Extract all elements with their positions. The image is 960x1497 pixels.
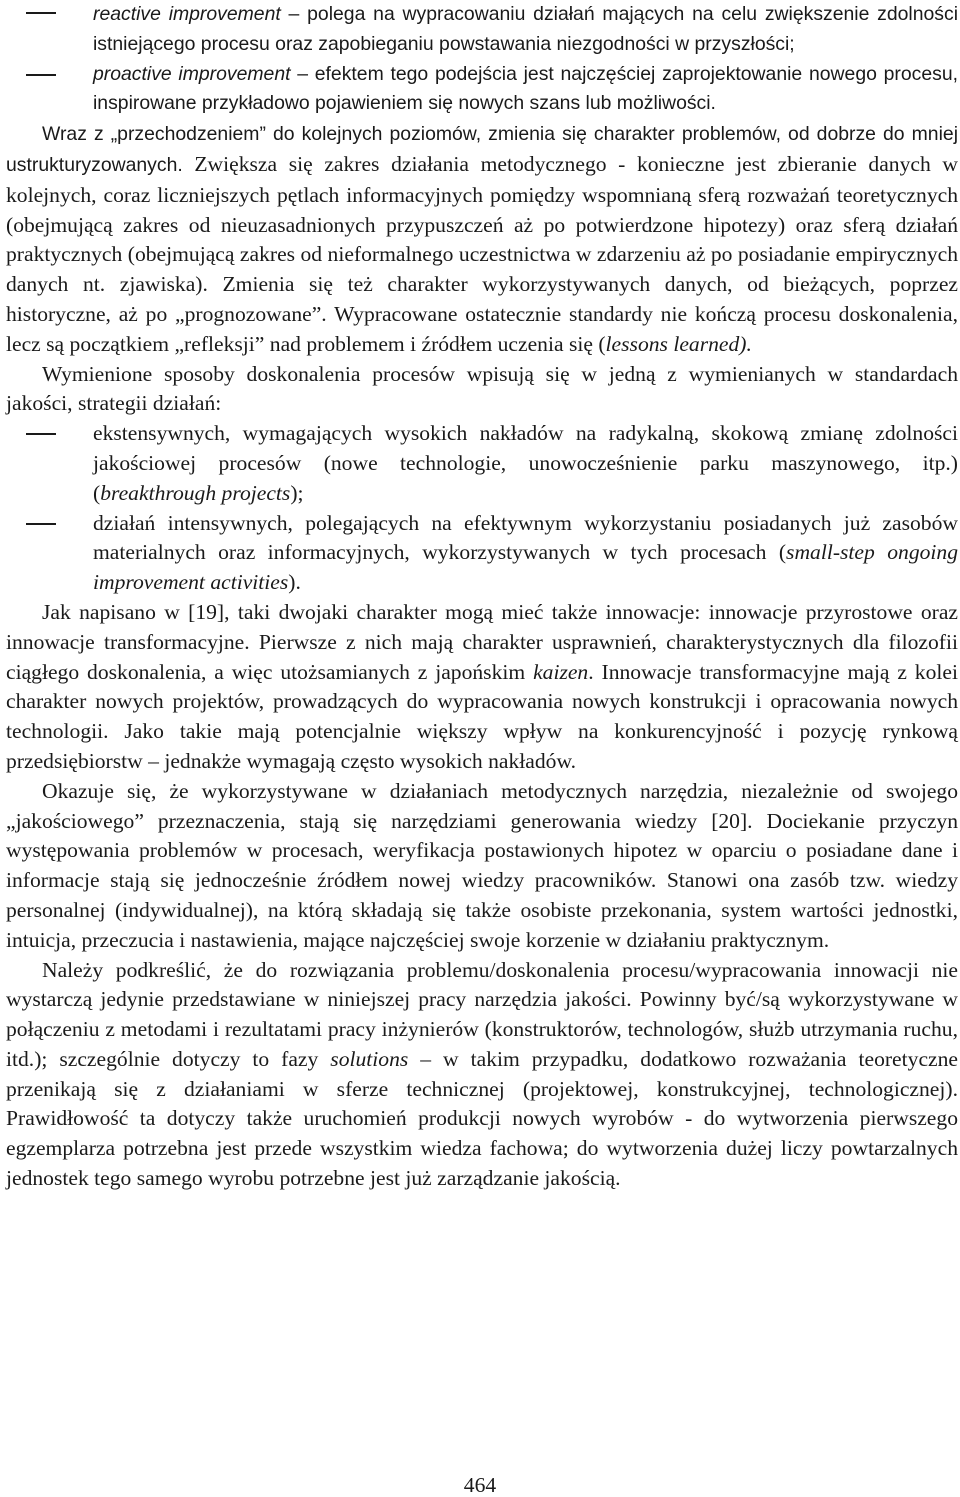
list-item-tail: ). [288, 570, 301, 595]
paragraph-levels-text: Zwiększa się zakres działania metodycznego - konieczne jest zbieranie danych w kolejnych, coraz liczniejszych pętlach informacyjnych pomiędzy wspomnianą sferą rozważań teoretycznych (obejmującą zakres od nieuzasadnionych przypuszczeń aż po potwierdzone hipotezy) oraz sferą działań praktycznych (obejmującą zakres od nieformalnego uczestnictwa w zdarzeniu aż po posiadanie empirycznych danych nt. zjawiska). Zmienia się też charakter wykorzystywanych danych, od bieżących, poprzez historyczne, aż po „prognozowane”. Wypracowane ostatecznie standardy nie kończą procesu doskonalenia, lecz są początkiem „refleksji” nad problemem i źródłem uczenia się ( [6, 151, 958, 356]
list-item-text: – efektem tego podejścia jest najczęściej zaprojektowanie nowego procesu, inspirowane przykładowo pojawieniem się nowych szans lub możliwości. [93, 62, 958, 115]
term-lessons-learned: lessons learned). [605, 331, 752, 356]
paragraph-levels [6, 119, 958, 359]
list-item-intensive [6, 509, 958, 598]
paragraph-engineering-text-2: – w takim przypadku, dodatkowo rozważania teoretyczne przenikają się z działaniami w sferze technicznej (projektowej, konstrukcyjnej, technologicznej). Prawidłowość ta dotyczy także uruchomień produkcji nowych wyrobów - do wytworzenia pierwszego egzemplarza potrzebna jest przede wszystkim wiedza fachowa; do wytworzenia dużej liczy powtarzalnych jednostek tego samego wyrobu potrzebne jest już zarządzanie jakością. [6, 1046, 958, 1191]
list-item-text: ekstensywnych, wymagających wysokich nakładów na radykalną, skokową zmianę zdolności jakościowej procesów (nowe technologie, unowocześnienie parku maszynowego, itp.) ( [93, 421, 958, 505]
paragraph-innovations-text: Jak napisano w [19], taki dwojaki charakter mogą mieć także innowacje: innowacje przyrostowe oraz innowacje transformacyjne. Pierwsze z nich mają charakter usprawnień, charakterystycznych dla filozofii ciągłego doskonalenia, a więc utożsamianych z japońskim [6, 599, 958, 684]
dash-bullet [26, 523, 56, 525]
paragraph-engineering [6, 956, 958, 1194]
paragraph-knowledge [6, 777, 958, 956]
paragraph-knowledge-text: Okazuje się, że wykorzystywane w działaniach metodycznych narzędzia, niezależnie od swojego „jakościowego” przeznaczenia, stają się narzędziami generowania wiedzy [20]. Dociekanie przyczyn występowania problemów w procesach, weryfikacja postawionych hipotez w oparciu o posiadane dane i informacje stają się jednocześnie źródłem nowej wiedzy pracowników. Stanowi ona zasób tzw. wiedzy personalnej (indywidualnej), na którą składają się także osobiste przekonania, system wartości jednostki, intuicja, przeczucia i nastawienia, mające najczęściej swoje korzenie w działaniu praktycznym. [6, 778, 958, 952]
paragraph-engineering-text: Należy podkreślić, że do rozwiązania problemu/doskonalenia procesu/wypracowania innowacji nie wystarczą jedynie przedstawiane w niniejszej pracy narzędzia jakości. Powinny być/są wykorzystywane w połączeniu z metodami i rezultatami pracy inżynierów (konstruktorów, technologów, służb utrzymania ruchu, itd.); szczególnie dotyczy to fazy [6, 957, 958, 1071]
term-breakthrough-projects: breakthrough projects [100, 480, 291, 505]
term-reactive-improvement: reactive improvement [93, 3, 281, 25]
paragraph-innovations-text-2: . Innowacje transformacyjne mają z kolei charakter nowych projektów, prowadzących do wypracowania nowych konstrukcji i opracowania nowych technologii. Jako takie mają potencjalnie większy wpływ na konkurencyjność i pozycję rynkową przedsiębiorstw – jednakże wymagają często wysokich nakładów. [6, 659, 958, 773]
paragraph-strategies [6, 360, 958, 420]
list-item-text: – polega na wypracowaniu działań mających na celu zwiększenie zdolności istniejącego procesu oraz zapobieganiu powstawania niezgodności w przyszłości; [93, 3, 958, 55]
page-number: 464 [463, 1473, 497, 1497]
paragraph-innovations [6, 598, 958, 777]
term-small-step-activities: small-step ongoing improvement activities [93, 540, 959, 595]
list-item-extensive [6, 419, 958, 508]
term-solutions: solutions [330, 1046, 409, 1071]
dash-bullet [26, 12, 56, 14]
list-item-text: działań intensywnych, polegających na efektywnym wykorzystaniu posiadanych już zasobów materialnych oraz informacyjnych, wykorzystywanych w tych procesach ( [93, 510, 958, 565]
dash-bullet [26, 74, 56, 76]
term-kaizen: kaizen [533, 659, 589, 684]
term-proactive-improvement: proactive improvement [93, 62, 291, 85]
paragraph-strategies-text: Wymienione sposoby doskonalenia procesów wpisują się w jedną z wymienianych w standardach jakości, strategii działań: [6, 361, 958, 416]
dash-bullet [26, 433, 56, 435]
paragraph-levels-sans-part: Wraz z „przechodzeniem” do kolejnych poziomów, zmienia się charakter problemów, od dobrze do mniej ustrukturyzowanych. [6, 123, 958, 176]
document-page [6, 0, 958, 1194]
list-item-proactive [6, 60, 958, 120]
list-item-tail: ); [290, 480, 304, 505]
list-item-reactive [6, 0, 958, 60]
